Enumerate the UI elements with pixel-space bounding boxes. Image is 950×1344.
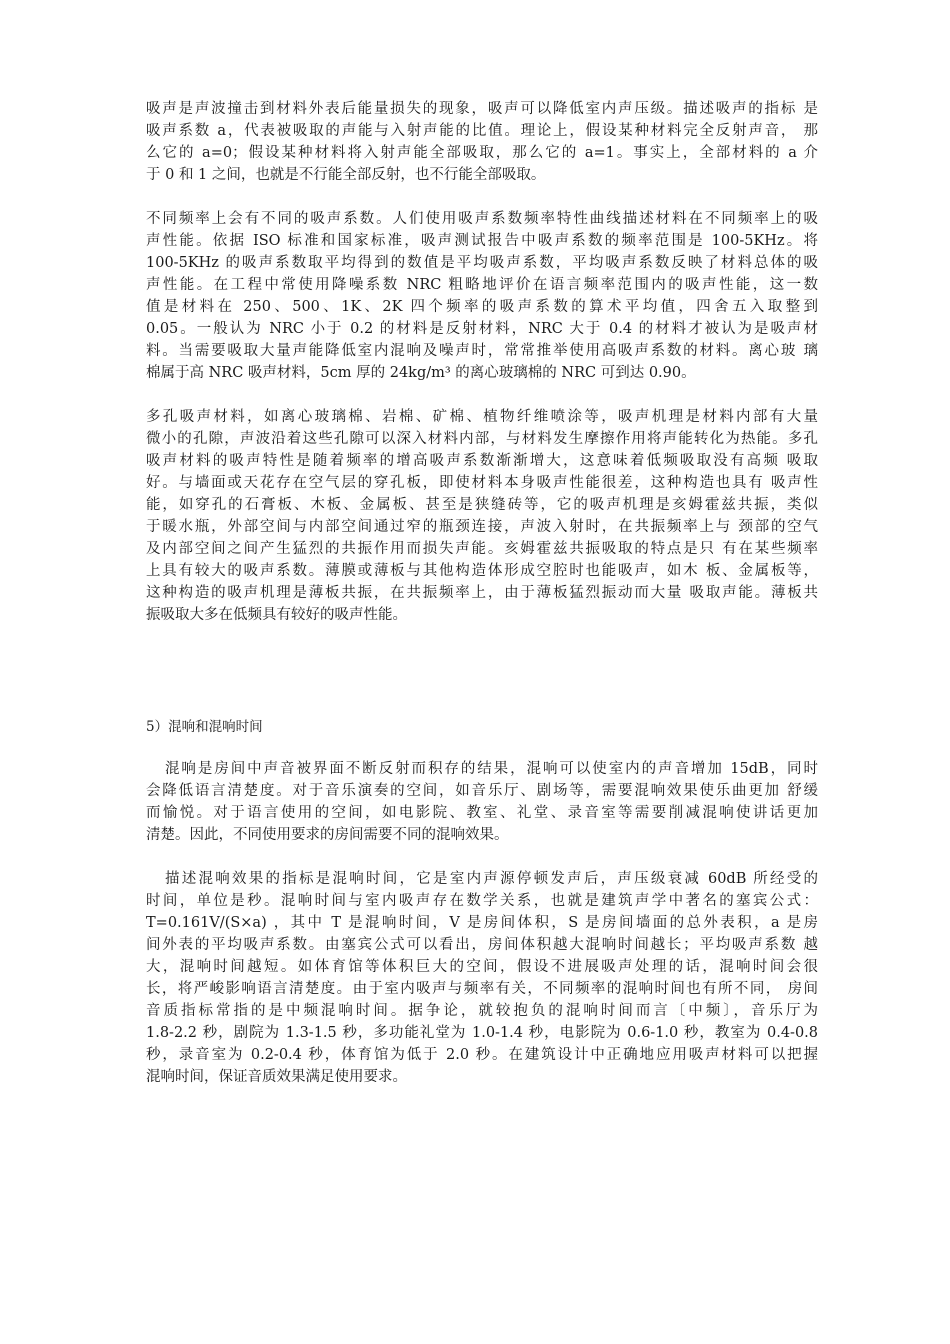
text-line: 于 0 和 1 之间，也就是不行能全部反射，也不行能全部吸取。: [146, 167, 546, 183]
text-line: 长，将严峻影响语言清楚度。由于室内吸声与频率有关，不同频率的混响时间也有所不同， 房间: [146, 981, 818, 997]
spacer: [146, 648, 818, 716]
spacer: [146, 738, 818, 758]
paragraph-reverberation-intro: [146, 758, 818, 846]
text-line: 音质指标常指的是中频混响时间。据争论，就较抱负的混响时间而言〔中频〕，音乐厅为: [146, 1003, 818, 1019]
text-line: 间外表的平均吸声系数。由塞宾公式可以看出，房间体积越大混响时间越长；平均吸声系数 越: [146, 937, 818, 953]
text-line: 不同频率上会有不同的吸声系数。人们使用吸声系数频率特性曲线描述材料在不同频率上的吸: [146, 211, 818, 227]
text-line: 料。当需要吸取大量声能降低室内混响及噪声时，常常推举使用高吸声系数的材料。离心玻 璃: [146, 343, 818, 359]
paragraph-sound-absorption-intro: [146, 98, 818, 186]
text-line: 混响是房间中声音被界面不断反射而积存的结果，混响可以使室内的声音增加 15dB，同时: [165, 761, 818, 777]
text-line: 声性能。在工程中常使用降噪系数 NRC 粗略地评价在语言频率范围内的吸声性能，这一数: [146, 277, 818, 293]
text-line: 0.05。一般认为 NRC 小于 0.2 的材料是反射材料，NRC 大于 0.4 的材料才被认为是吸声材: [146, 321, 818, 337]
paragraph-absorption-coefficient: [146, 208, 818, 384]
text-line: 吸声材料的吸声特性是随着频率的增高吸声系数渐渐增大，这意味着低频吸取没有高频 吸取: [146, 453, 818, 469]
text-line: 值是材料在 250、500、1K、2K 四个频率的吸声系数的算术平均值，四舍五入取整到: [146, 299, 818, 315]
text-line: 时间，单位是秒。混响时间与室内吸声存在数学关系，也就是建筑声学中著名的塞宾公式：: [146, 893, 818, 909]
text-line: 描述混响效果的指标是混响时间，它是室内声源停顿发声后，声压级衰减 60dB 所经受的: [165, 871, 818, 887]
text-line: 于暖水瓶，外部空间与内部空间通过窄的瓶颈连接，声波入射时，在共振频率上与 颈部的空气: [146, 519, 818, 535]
text-line: 吸声系数 a，代表被吸取的声能与入射声能的比值。理论上，假设某种材料完全反射声音， 那: [146, 123, 818, 139]
text-line: 声性能。依据 ISO 标准和国家标准，吸声测试报告中吸声系数的频率范围是 100-5KHz。将: [146, 233, 818, 249]
paragraph-reverberation-time: [146, 868, 818, 1088]
document-page: [146, 98, 818, 1110]
text-line: 微小的孔隙，声波沿着这些孔隙可以深入材料内部，与材料发生摩擦作用将声能转化为热能。多孔: [146, 431, 818, 447]
text-line: 棉属于高 NRC 吸声材料，5cm 厚的 24kg/m³ 的离心玻璃棉的 NRC 可到达 0.90。: [146, 365, 696, 381]
text-line: 及内部空间之间产生猛烈的共振作用而损失声能。亥姆霍兹共振吸取的特点是只 有在某些频率: [146, 541, 818, 557]
text-line: 会降低语言清楚度。对于音乐演奏的空间，如音乐厅、剧场等，需要混响效果使乐曲更加 舒缓: [146, 783, 818, 799]
text-line: 大，混响时间越短。如体育馆等体积巨大的空间，假设不进展吸声处理的话，混响时间会很: [146, 959, 818, 975]
text-line: 清楚。因此，不同使用要求的房间需要不同的混响效果。: [146, 827, 509, 843]
text-line: 能，如穿孔的石膏板、木板、金属板、甚至是狭缝砖等，它的吸声机理是亥姆霍兹共振，类似: [146, 497, 818, 513]
text-line: 这种构造的吸声机理是薄板共振，在共振频率上，由于薄板猛烈振动而大量 吸取声能。薄板共: [146, 585, 818, 601]
text-line: 100-5KHz 的吸声系数取平均得到的数值是平均吸声系数，平均吸声系数反映了材料总体的吸: [146, 255, 818, 271]
text-line: 1.8-2.2 秒，剧院为 1.3-1.5 秒，多功能礼堂为 1.0-1.4 秒，电影院为 0.6-1.0 秒，教室为 0.4-0.8: [146, 1025, 818, 1041]
text-line: T=0.161V/(S×a) ，其中 T 是混响时间，V 是房间体积，S 是房间墙面的总外表积，a 是房: [146, 915, 818, 931]
text-line: 么它的 a=0；假设某种材料将入射声能全部吸取，那么它的 a=1。事实上，全部材料的 a 介: [146, 145, 818, 161]
text-line: 多孔吸声材料，如离心玻璃棉、岩棉、矿棉、植物纤维喷涂等，吸声机理是材料内部有大量: [146, 409, 818, 425]
text-line: 好。与墙面或天花存在空气层的穿孔板，即使材料本身吸声性能很差，这种构造也具有 吸声性: [146, 475, 818, 491]
text-line: 而愉悦。对于语言使用的空间，如电影院、教室、礼堂、录音室等需要削减混响使讲话更加: [146, 805, 818, 821]
text-line: 上具有较大的吸声系数。薄膜或薄板与其他构造体形成空腔时也能吸声，如木 板、金属板等，: [146, 563, 818, 579]
section-heading: 5）混响和混响时间: [146, 719, 263, 735]
text-line: 吸声是声波撞击到材料外表后能量损失的现象，吸声可以降低室内声压级。描述吸声的指标 是: [146, 101, 818, 117]
paragraph-porous-materials: [146, 406, 818, 626]
text-line: 混响时间，保证音质效果满足使用要求。: [146, 1069, 407, 1085]
text-line: 振吸取大多在低频具有较好的吸声性能。: [146, 607, 407, 623]
text-line: 秒，录音室为 0.2-0.4 秒，体育馆为低于 2.0 秒。在建筑设计中正确地应用吸声材料可以把握: [146, 1047, 818, 1063]
